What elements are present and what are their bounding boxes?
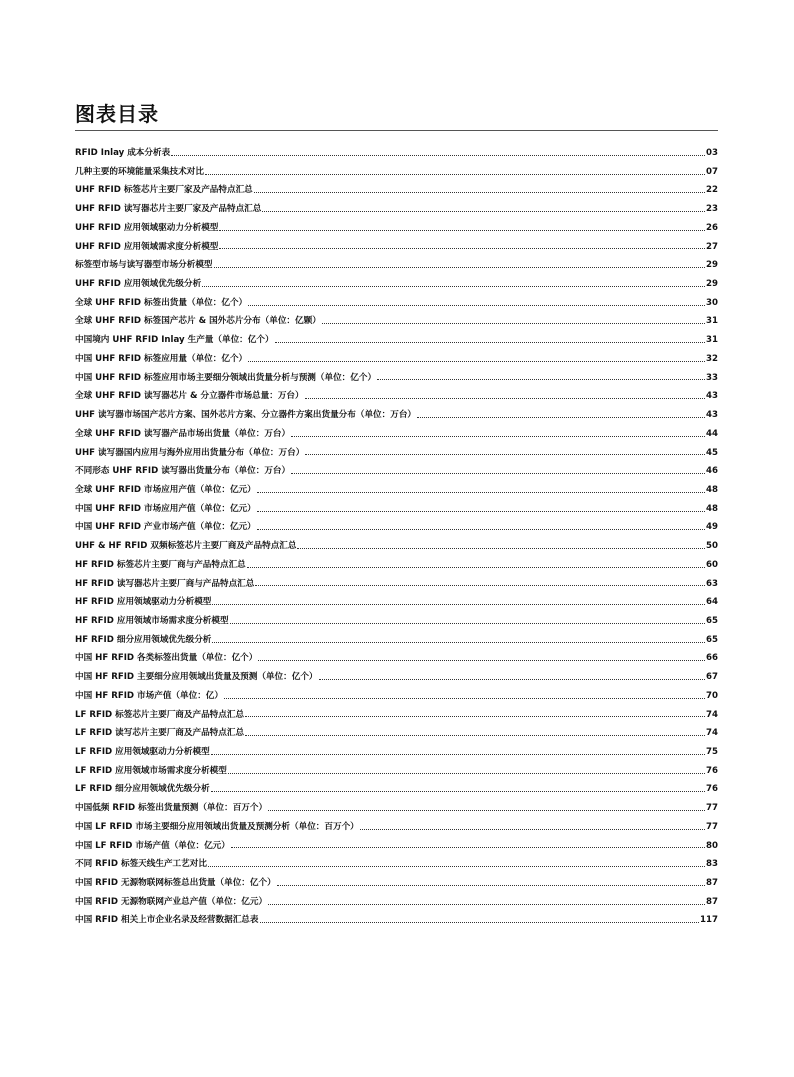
dot-leader xyxy=(214,261,706,268)
toc-entry[interactable] xyxy=(75,818,718,837)
dot-leader xyxy=(262,205,705,212)
toc-entry-label: LF RFID 标签芯片主要厂商及产品特点汇总 xyxy=(75,709,245,720)
toc-entry[interactable] xyxy=(75,163,718,182)
dot-leader xyxy=(224,692,705,699)
toc-entry-label: 中国 UHF RFID 产业市场产值（单位：亿元） xyxy=(75,522,256,533)
toc-entry-page-number: 87 xyxy=(706,878,718,889)
toc-entry[interactable] xyxy=(75,855,718,874)
toc-entry-page-number: 65 xyxy=(706,634,718,645)
toc-entry-label: 全球 UHF RFID 标签国产芯片 & 国外芯片分布（单位：亿颗） xyxy=(75,316,321,327)
toc-entry-label: 几种主要的环境能量采集技术对比 xyxy=(75,166,204,177)
dot-leader xyxy=(211,785,705,792)
toc-entry-page-number: 48 xyxy=(706,484,718,495)
toc-entry-page-number: 48 xyxy=(706,503,718,514)
toc-entry[interactable] xyxy=(75,331,718,350)
toc-entry-page-number: 03 xyxy=(706,148,718,158)
dot-leader xyxy=(305,392,705,399)
toc-entry-label: HF RFID 细分应用领域优先级分析 xyxy=(75,634,212,645)
dot-leader xyxy=(245,710,705,717)
dot-leader xyxy=(417,411,705,418)
toc-entry[interactable] xyxy=(75,649,718,668)
toc-entry-label: LF RFID 细分应用领域优先级分析 xyxy=(75,784,210,795)
dot-leader xyxy=(257,486,705,493)
toc-entry[interactable] xyxy=(75,687,718,706)
dot-leader xyxy=(230,617,705,624)
toc-entry-page-number: 45 xyxy=(706,447,718,458)
toc-entry-label: HF RFID 应用领域市场需求度分析模型 xyxy=(75,615,229,626)
toc-entry-label: 中国 HF RFID 主要细分应用领域出货量及预测（单位：亿个） xyxy=(75,672,318,683)
toc-entry-label: RFID Inlay 成本分析表 xyxy=(75,148,171,158)
toc-entry[interactable] xyxy=(75,911,718,930)
dot-leader xyxy=(212,636,705,643)
toc-entry-page-number: 66 xyxy=(706,653,718,664)
toc-entry-page-number: 44 xyxy=(706,428,718,439)
toc-entry[interactable] xyxy=(75,724,718,743)
dot-leader xyxy=(208,860,705,867)
toc-entry-page-number: 29 xyxy=(706,260,718,271)
toc-entry-label: 全球 UHF RFID 读写器产品市场出货量（单位：万台） xyxy=(75,428,291,439)
toc-entry-page-number: 80 xyxy=(706,840,718,851)
dot-leader xyxy=(202,280,705,287)
toc-entry-page-number: 26 xyxy=(706,222,718,233)
dot-leader xyxy=(248,355,705,362)
toc-entry-page-number: 67 xyxy=(706,672,718,683)
toc-entry-page-number: 07 xyxy=(706,166,718,177)
toc-entry[interactable] xyxy=(75,294,718,313)
dot-leader xyxy=(211,748,705,755)
table-of-figures xyxy=(75,144,718,930)
toc-entry[interactable] xyxy=(75,612,718,631)
toc-entry-label: 中国 RFID 无源物联网产业总产值（单位：亿元） xyxy=(75,896,268,907)
page-title: 图表目录 xyxy=(75,102,159,126)
toc-entry-label: 中国 LF RFID 市场主要细分应用领域出货量及预测分析（单位：百万个） xyxy=(75,821,359,832)
toc-entry-page-number: 32 xyxy=(706,353,718,364)
dot-leader xyxy=(291,430,705,437)
toc-entry-label: UHF RFID 标签芯片主要厂家及产品特点汇总 xyxy=(75,185,253,196)
toc-entry-page-number: 27 xyxy=(706,241,718,252)
dot-leader xyxy=(205,168,705,175)
dot-leader xyxy=(212,598,705,605)
toc-entry-label: HF RFID 应用领域驱动力分析模型 xyxy=(75,597,212,608)
toc-entry-page-number: 74 xyxy=(706,728,718,739)
toc-entry-page-number: 43 xyxy=(706,391,718,402)
toc-entry-label: 标签型市场与读写器型市场分析模型 xyxy=(75,260,213,271)
dot-leader xyxy=(231,841,705,848)
toc-entry-page-number: 23 xyxy=(706,204,718,215)
toc-entry-page-number: 60 xyxy=(706,559,718,570)
toc-entry[interactable] xyxy=(75,631,718,650)
dot-leader xyxy=(275,336,705,343)
toc-entry[interactable] xyxy=(75,481,718,500)
toc-entry-label: 中国 UHF RFID 标签应用量（单位：亿个） xyxy=(75,353,248,364)
toc-entry-label: 中国 UHF RFID 标签应用市场主要细分领域出货量分析与预测（单位：亿个） xyxy=(75,372,377,383)
toc-entry[interactable] xyxy=(75,874,718,893)
toc-entry[interactable] xyxy=(75,144,718,163)
toc-entry-page-number: 77 xyxy=(706,821,718,832)
toc-entry-page-number: 87 xyxy=(706,896,718,907)
toc-entry-label: 中国 UHF RFID 市场应用产值（单位：亿元） xyxy=(75,503,256,514)
toc-entry-page-number: 75 xyxy=(706,747,718,757)
toc-entry[interactable] xyxy=(75,406,718,425)
toc-entry-label: HF RFID 标签芯片主要厂商与产品特点汇总 xyxy=(75,559,246,570)
toc-entry-label: 不同 RFID 标签天线生产工艺对比 xyxy=(75,859,207,870)
toc-entry[interactable] xyxy=(75,706,718,725)
toc-entry[interactable] xyxy=(75,425,718,444)
toc-entry-label: UHF RFID 应用领域需求度分析模型 xyxy=(75,241,219,252)
toc-entry-label: 中国 HF RFID 市场产值（单位：亿） xyxy=(75,690,223,701)
dot-leader xyxy=(297,542,705,549)
toc-entry-label: 中国 RFID 相关上市企业名录及经营数据汇总表 xyxy=(75,915,259,926)
toc-entry[interactable] xyxy=(75,238,718,257)
toc-entry-page-number: 46 xyxy=(706,466,718,477)
dot-leader xyxy=(248,299,705,306)
toc-entry-label: 中国 LF RFID 市场产值（单位：亿元） xyxy=(75,840,230,851)
toc-entry[interactable] xyxy=(75,893,718,912)
toc-entry-page-number: 65 xyxy=(706,615,718,626)
toc-entry[interactable] xyxy=(75,556,718,575)
dot-leader xyxy=(258,654,705,661)
dot-leader xyxy=(277,879,705,886)
toc-entry-label: 中国 HF RFID 各类标签出货量（单位：亿个） xyxy=(75,653,258,664)
toc-entry-label: UHF RFID 读写器芯片主要厂家及产品特点汇总 xyxy=(75,204,262,215)
toc-entry-label: LF RFID 应用领域驱动力分析模型 xyxy=(75,747,210,757)
dot-leader xyxy=(171,149,705,156)
toc-entry-page-number: 49 xyxy=(706,522,718,533)
toc-entry-label: UHF 读写器市场国产芯片方案、国外芯片方案、分立器件方案出货量分布（单位：万台） xyxy=(75,410,417,421)
dot-leader xyxy=(268,898,705,905)
toc-entry-page-number: 117 xyxy=(700,915,718,926)
dot-leader xyxy=(219,224,705,231)
toc-entry-label: UHF 读写器国内应用与海外应用出货量分布（单位：万台） xyxy=(75,447,305,458)
toc-entry-page-number: 29 xyxy=(706,279,718,290)
toc-entry-label: 中国境内 UHF RFID Inlay 生产量（单位：亿个） xyxy=(75,335,274,346)
toc-entry[interactable] xyxy=(75,500,718,519)
toc-entry-page-number: 64 xyxy=(706,597,718,608)
dot-leader xyxy=(291,467,705,474)
toc-entry-label: 全球 UHF RFID 读写器芯片 & 分立器件市场总量：万台） xyxy=(75,391,304,402)
toc-entry[interactable] xyxy=(75,275,718,294)
toc-entry[interactable] xyxy=(75,518,718,537)
dot-leader xyxy=(245,729,705,736)
toc-entry[interactable] xyxy=(75,762,718,781)
toc-entry[interactable] xyxy=(75,369,718,388)
toc-entry-page-number: 83 xyxy=(706,859,718,870)
toc-entry[interactable] xyxy=(75,837,718,856)
toc-entry[interactable] xyxy=(75,181,718,200)
toc-entry[interactable] xyxy=(75,387,718,406)
toc-entry[interactable] xyxy=(75,256,718,275)
toc-entry-page-number: 63 xyxy=(706,578,718,589)
dot-leader xyxy=(305,448,705,455)
dot-leader xyxy=(260,916,700,923)
dot-leader xyxy=(254,186,705,193)
toc-entry[interactable] xyxy=(75,462,718,481)
dot-leader xyxy=(255,579,705,586)
toc-entry-page-number: 30 xyxy=(706,297,718,308)
toc-entry[interactable] xyxy=(75,312,718,331)
toc-entry[interactable] xyxy=(75,668,718,687)
toc-entry-page-number: 31 xyxy=(706,316,718,327)
toc-entry-page-number: 33 xyxy=(706,372,718,383)
dot-leader xyxy=(319,673,706,680)
toc-entry-page-number: 50 xyxy=(706,541,718,552)
toc-entry-label: UHF & HF RFID 双频标签芯片主要厂商及产品特点汇总 xyxy=(75,541,297,552)
toc-entry[interactable] xyxy=(75,219,718,238)
toc-entry-label: UHF RFID 应用领域驱动力分析模型 xyxy=(75,222,219,233)
toc-entry-page-number: 43 xyxy=(706,410,718,421)
toc-entry-page-number: 77 xyxy=(706,803,718,814)
dot-leader xyxy=(257,505,705,512)
toc-entry-page-number: 76 xyxy=(706,765,718,776)
toc-entry-label: LF RFID 应用领域市场需求度分析模型 xyxy=(75,765,227,776)
toc-entry-label: 中国低频 RFID 标签出货量预测（单位：百万个） xyxy=(75,803,268,814)
toc-entry[interactable] xyxy=(75,444,718,463)
toc-entry-label: 全球 UHF RFID 市场应用产值（单位：亿元） xyxy=(75,484,256,495)
toc-entry[interactable] xyxy=(75,780,718,799)
toc-entry-label: 全球 UHF RFID 标签出货量（单位：亿个） xyxy=(75,297,248,308)
toc-entry-page-number: 76 xyxy=(706,784,718,795)
toc-entry-label: HF RFID 读写器芯片主要厂商与产品特点汇总 xyxy=(75,578,255,589)
dot-leader xyxy=(219,242,705,249)
toc-entry[interactable] xyxy=(75,350,718,369)
toc-entry-page-number: 74 xyxy=(706,709,718,720)
dot-leader xyxy=(322,317,705,324)
toc-entry[interactable] xyxy=(75,743,718,762)
toc-entry[interactable] xyxy=(75,575,718,594)
toc-entry[interactable] xyxy=(75,200,718,219)
title-divider xyxy=(75,130,718,131)
dot-leader xyxy=(247,561,705,568)
toc-entry[interactable] xyxy=(75,537,718,556)
toc-entry-label: LF RFID 读写芯片主要厂商及产品特点汇总 xyxy=(75,728,245,739)
toc-entry-page-number: 31 xyxy=(706,335,718,346)
dot-leader xyxy=(257,523,705,530)
dot-leader xyxy=(268,804,705,811)
dot-leader xyxy=(228,767,705,774)
dot-leader xyxy=(360,823,705,830)
toc-entry[interactable] xyxy=(75,593,718,612)
dot-leader xyxy=(377,373,705,380)
toc-entry[interactable] xyxy=(75,799,718,818)
toc-entry-label: 中国 RFID 无源物联网标签总出货量（单位：亿个） xyxy=(75,878,276,889)
toc-entry-page-number: 70 xyxy=(706,690,718,701)
toc-entry-label: 不同形态 UHF RFID 读写器出货量分布（单位：万台） xyxy=(75,466,291,477)
toc-entry-label: UHF RFID 应用领域优先级分析 xyxy=(75,279,202,290)
toc-entry-page-number: 22 xyxy=(706,185,718,196)
